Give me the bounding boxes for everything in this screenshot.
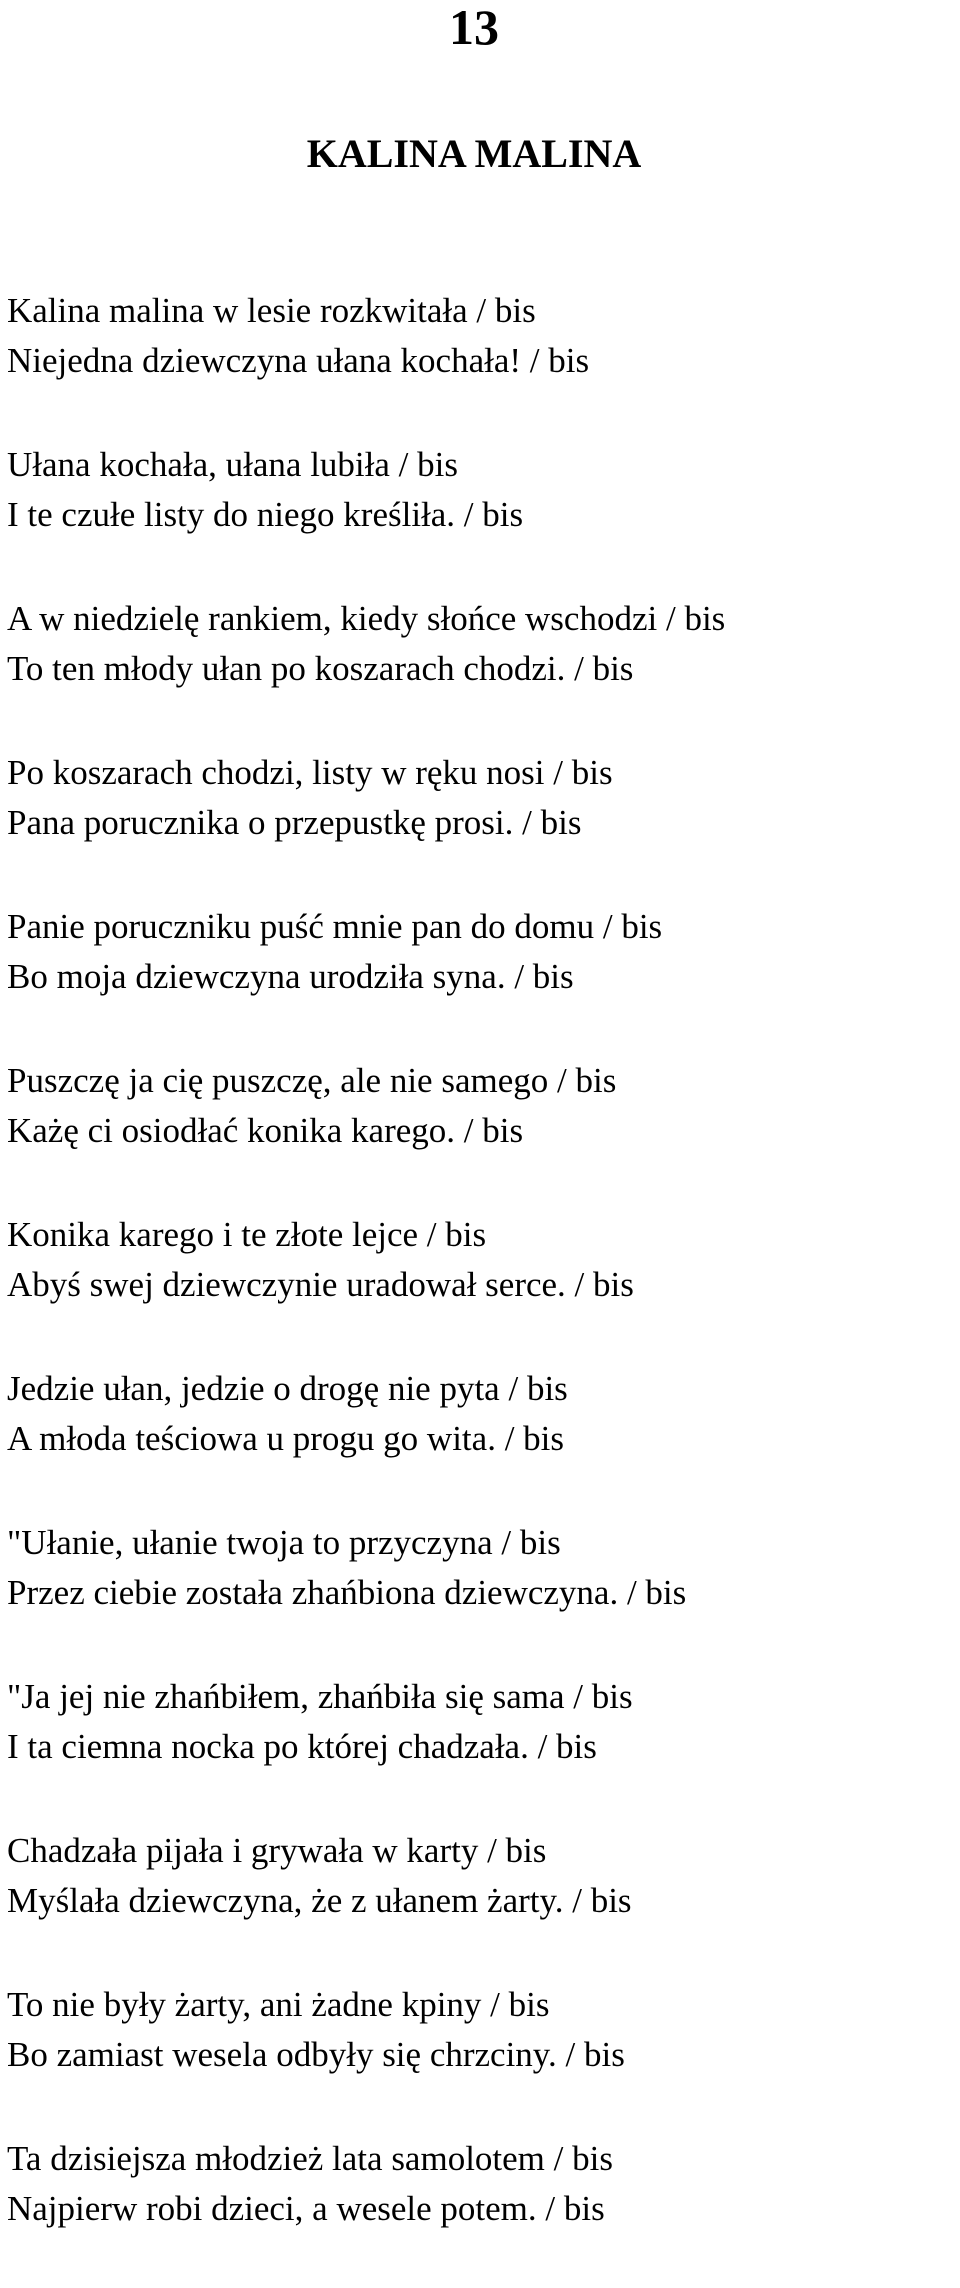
lyric-line: Ułana kochała, ułana lubiła / bis — [7, 445, 458, 484]
lyric-line: Najpierw robi dzieci, a wesele potem. / bis — [7, 2189, 605, 2228]
lyric-line: Jedzie ułan, jedzie o drogę nie pyta / bis — [7, 1369, 568, 1408]
stanza-12 — [7, 1980, 947, 2080]
lyric-line: Konika karego i te złote lejce / bis — [7, 1215, 487, 1254]
lyric-line: Kalina malina w lesie rozkwitała / bis — [7, 291, 536, 330]
lyric-line: Bo moja dziewczyna urodziła syna. / bis — [7, 957, 574, 996]
stanza-10 — [7, 1672, 947, 1772]
song-title: KALINA MALINA — [306, 131, 642, 176]
lyric-line: A młoda teściowa u progu go wita. / bis — [7, 1419, 565, 1458]
lyric-line: Chadzała pijała i grywała w karty / bis — [7, 1831, 547, 1870]
lyric-line: Ta dzisiejsza młodzież lata samolotem / bis — [7, 2139, 613, 2178]
lyric-line: Po koszarach chodzi, listy w ręku nosi / bis — [7, 753, 613, 792]
stanza-4 — [7, 748, 947, 848]
lyrics — [7, 286, 947, 2288]
stanza-7 — [7, 1210, 947, 1310]
lyric-line: I ta ciemna nocka po której chadzała. / bis — [7, 1727, 597, 1766]
page-number: 13 — [449, 0, 499, 55]
lyric-line: Puszczę ja cię puszczę, ale nie samego / bis — [7, 1061, 617, 1100]
stanza-8 — [7, 1364, 947, 1464]
lyric-line: Bo zamiast wesela odbyły się chrzciny. / bis — [7, 2035, 625, 2074]
lyric-line: I te czułe listy do niego kreśliła. / bis — [7, 495, 524, 534]
lyric-line: Panie poruczniku puść mnie pan do domu / bis — [7, 907, 663, 946]
lyric-line: Niejedna dziewczyna ułana kochała! / bis — [7, 341, 590, 380]
lyric-line: To ten młody ułan po koszarach chodzi. / bis — [7, 649, 634, 688]
lyric-line: Myślała dziewczyna, że z ułanem żarty. / bis — [7, 1881, 632, 1920]
lyric-line: To nie były żarty, ani żadne kpiny / bis — [7, 1985, 550, 2024]
lyric-line: Każę ci osiodłać konika karego. / bis — [7, 1111, 524, 1150]
lyric-line: "Ułanie, ułanie twoja to przyczyna / bis — [7, 1523, 561, 1562]
lyric-line: Abyś swej dziewczynie uradował serce. / bis — [7, 1265, 634, 1304]
lyric-line: "Ja jej nie zhańbiłem, zhańbiła się sama / bis — [7, 1677, 633, 1716]
stanza-11 — [7, 1826, 947, 1926]
stanza-5 — [7, 902, 947, 1002]
stanza-1 — [7, 286, 947, 386]
lyric-line: Pana porucznika o przepustkę prosi. / bis — [7, 803, 582, 842]
stanza-13 — [7, 2134, 947, 2234]
stanza-6 — [7, 1056, 947, 1156]
stanza-9 — [7, 1518, 947, 1618]
lyric-line: A w niedzielę rankiem, kiedy słońce wschodzi / bis — [7, 599, 726, 638]
lyric-line: Przez ciebie została zhańbiona dziewczyna. / bis — [7, 1573, 687, 1612]
stanza-2 — [7, 440, 947, 540]
stanza-3 — [7, 594, 947, 694]
